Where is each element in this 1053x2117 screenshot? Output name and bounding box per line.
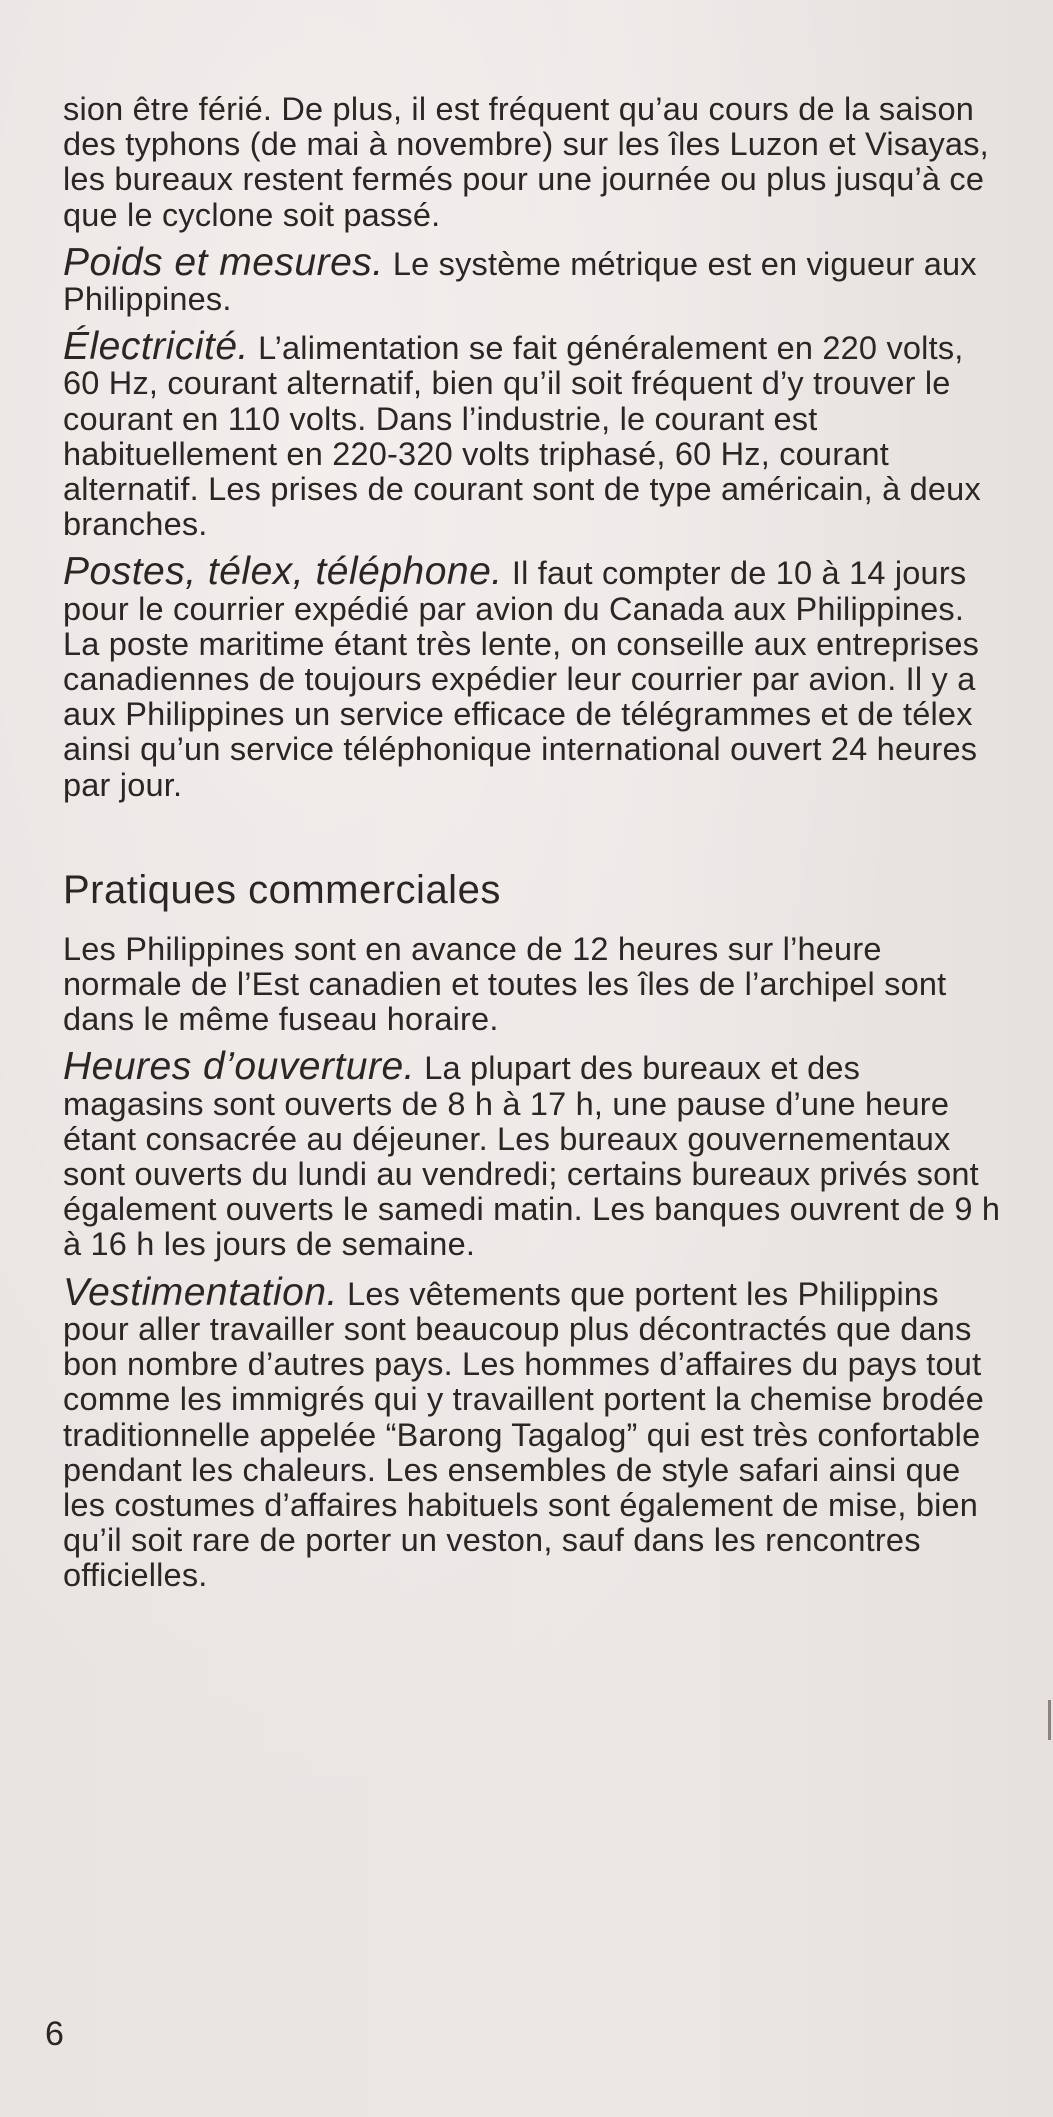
run-in-heading-vestimentation: Vestimentation.: [63, 1270, 338, 1314]
section-heading-pratiques-commerciales: Pratiques commerciales: [63, 867, 501, 912]
paragraph-body-electricite: L’alimentation se fait généralement en 220 volts, 60 Hz, courant alternatif, bien qu’il soit fréquent d’y trouver le courant en 110 volts. Dans l’industrie, le courant est habituellement en 220-320 volts triphasé, 60 Hz, courant alternatif. Les prises de courant sont de type américain, à deux branches.: [63, 330, 981, 543]
run-in-heading-electricite: Électricité.: [63, 325, 249, 369]
run-in-heading-heures-ouverture: Heures d’ouverture.: [63, 1045, 416, 1089]
paragraph-electricite: [63, 325, 1001, 543]
paragraph-poids-et-mesures: [63, 240, 1001, 318]
continuation-paragraph: sion être férié. De plus, il est fréquent qu’au cours de la saison des typhons (de mai à novembre) sur les îles Luzon et Visayas, les bureaux restent fermés pour une journée ou plus jusqu’à ce que le cyclone soit passé.: [63, 91, 989, 233]
paragraph-body-poids-et-mesures: Le système métrique est en vigueur aux Philippines.: [63, 245, 977, 318]
section-intro-paragraph: Les Philippines sont en avance de 12 heures sur l’heure normale de l’Est canadien et toutes les îles de l’archipel sont dans le même fuseau horaire.: [63, 930, 947, 1038]
text-column: [63, 92, 1001, 1594]
paragraph-postes: [63, 550, 1001, 803]
page-number: 6: [45, 2015, 64, 2053]
paragraph-heures-ouverture: [63, 1045, 1001, 1263]
scan-edge-mark: [1048, 1700, 1051, 1740]
run-in-heading-poids-et-mesures: Poids et mesures.: [63, 240, 384, 284]
run-in-heading-postes: Postes, télex, téléphone.: [63, 550, 503, 594]
paragraph-vestimentation: [63, 1270, 1001, 1594]
paragraph-body-postes: Il faut compter de 10 à 14 jours pour le courrier expédié par avion du Canada aux Philippines. La poste maritime étant très lente, on conseille aux entreprises canadiennes de toujours expédier leur courrier par avion. Il y a aux Philippines un service efficace de télégrammes et de télex ainsi qu’un service téléphonique international ouvert 24 heures par jour.: [63, 555, 980, 803]
paragraph-body-heures-ouverture: La plupart des bureaux et des magasins sont ouverts de 8 h à 17 h, une pause d’une heure étant consacrée au déjeuner. Les bureaux gouvernementaux sont ouverts du lundi au vendredi; certains bureaux privés sont également ouverts le samedi matin. Les banques ouvrent de 9 h à 16 h les jours de semaine.: [63, 1050, 1001, 1263]
paragraph-body-vestimentation: Les vêtements que portent les Philippins pour aller travailler sont beaucoup plus décontractés que dans bon nombre d’autres pays. Les hommes d’affaires du pays tout comme les immigrés qui y travaillent portent la chemise brodée traditionnelle appelée “Barong Tagalog” qui est très confortable pendant les chaleurs. Les ensembles de style safari ainsi que les costumes d’affaires habituels sont également de mise, bien qu’il soit rare de porter un veston, sauf dans les rencontres officielles.: [63, 1275, 984, 1594]
